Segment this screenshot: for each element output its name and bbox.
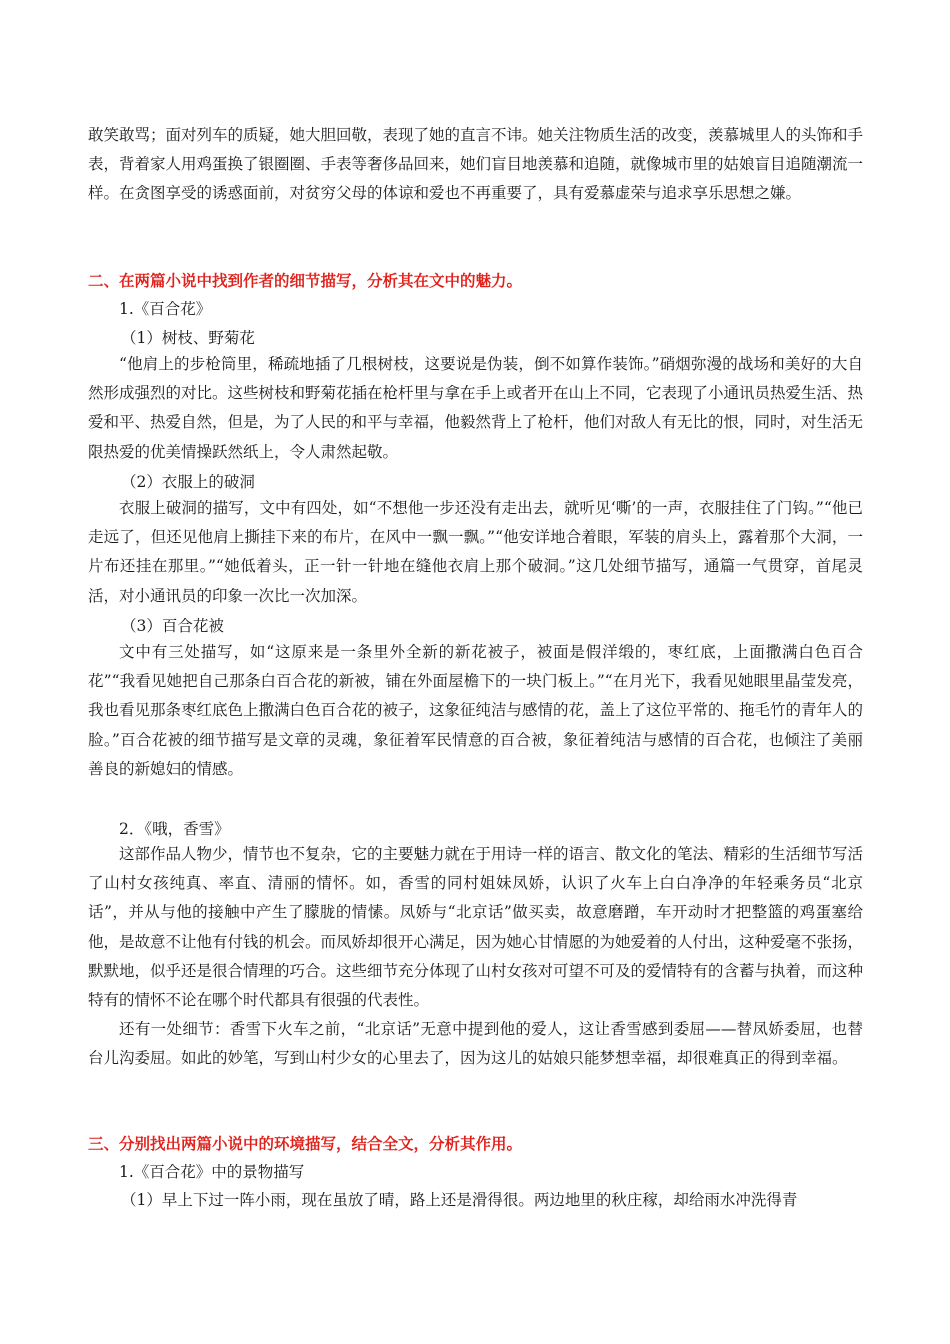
section-3-first-line: （1）早上下过一阵小雨，现在虽放了晴，路上还是滑得很。两边地里的秋庄稼，却给雨水冲洗得青 [121, 1191, 798, 1209]
item-2-paragraph: 衣服上破洞的描写，文中有四处，如“不想他一步还没有走出去，就听见‘嘶’的一声，衣服挂住了门钩。”“他已走远了，但还见他肩上撕挂下来的布片，在风中一飘一飘。”“他安详地合着眼，军装的肩头上，露着那个大洞，一片布还挂在那里。”“她低着头，正一针一针地在缝他衣肩上那个破洞。”这几处细节描写，通篇一气贯穿，首尾灵活，对小通讯员的印象一次比一次加深。 [88, 499, 863, 605]
item-1-paragraph: “他肩上的步枪筒里，稀疏地插了几根树枝，这要说是伪装，倒不如算作装饰。”硝烟弥漫的战场和美好的大自然形成强烈的对比。这些树枝和野菊花插在枪杆里与拿在手上或者开在山上不同，它表现了小通讯员热爱生活、热爱和平、热爱自然，但是，为了人民的和平与幸福，他毅然背上了枪杆，他们对敌人有无比的恨，同时，对生活无限热爱的优美情操跃然纸上，令人肃然起敬。 [88, 355, 864, 461]
item-3-label: （3）百合花被 [121, 617, 224, 635]
item-2-label: （2）衣服上的破洞 [121, 473, 255, 491]
section-3-part-1-title: 1.《百合花》中的景物描写 [119, 1163, 305, 1181]
section-2-heading: 二、在两篇小说中找到作者的细节描写，分析其在文中的魅力。 [88, 272, 523, 290]
xiangxue-paragraph-2: 还有一处细节：香雪下火车之前，“北京话”无意中提到他的爱人，这让香雪感到委屈——替凤娇委屈，也替台儿沟委屈。如此的妙笔，写到山村少女的心里去了，因为这儿的姑娘只能梦想幸福，却很难真正的得到幸福。 [88, 1020, 863, 1068]
section-2-part-1-title: 1.《百合花》 [119, 300, 212, 318]
section-3-heading: 三、分别找出两篇小说中的环境描写，结合全文，分析其作用。 [88, 1135, 523, 1153]
xiangxue-paragraph-1: 这部作品人物少，情节也不复杂，它的主要魅力就在于用诗一样的语言、散文化的笔法、精彩的生活细节写活了山村女孩纯真、率直、清丽的情怀。如，香雪的同村姐妹凤娇，认识了火车上白白净净的年轻乘务员“北京话”，并从与他的接触中产生了朦胧的情愫。凤娇与“北京话”做买卖，故意磨蹭，车开动时才把整篮的鸡蛋塞给他，是故意不让他有付钱的机会。而凤娇却很开心满足，因为她心甘情愿的为她爱着的人付出，这种爱毫不张扬，默默地，似乎还是很合情理的巧合。这些细节充分体现了山村女孩对可望不可及的爱情特有的含蓄与执着，而这种特有的情怀不论在哪个时代都具有很强的代表性。 [88, 845, 864, 1010]
item-3-paragraph: 文中有三处描写，如“这原来是一条里外全新的新花被子，被面是假洋缎的，枣红底，上面撒满白色百合花”“我看见她把自己那条白百合花的新被，铺在外面屋檐下的一块门板上。”“在月光下，我看见她眼里晶莹发亮，我也看见那条枣红底色上撒满白色百合花的被子，这象征纯洁与感情的花，盖上了这位平常的、拖毛竹的青年人的脸。”百合花被的细节描写是文章的灵魂，象征着军民情意的百合被，象征着纯洁与感情的百合花，也倾注了美丽善良的新媳妇的情感。 [88, 643, 864, 778]
intro-paragraph: 敢笑敢骂；面对列车的质疑，她大胆回敬，表现了她的直言不讳。她关注物质生活的改变，羡慕城里人的头饰和手表，背着家人用鸡蛋换了银圈圈、手表等奢侈品回来，她们盲目地羡慕和追随，就像城市里的姑娘盲目追随潮流一样。在贪图享受的诱惑面前，对贫穷父母的体谅和爱也不再重要了，具有爱慕虚荣与追求享乐思想之嫌。 [88, 126, 864, 203]
item-1-label: （1）树枝、野菊花 [121, 329, 255, 347]
section-2-part-2-title: 2．《哦，香雪》 [119, 820, 230, 838]
